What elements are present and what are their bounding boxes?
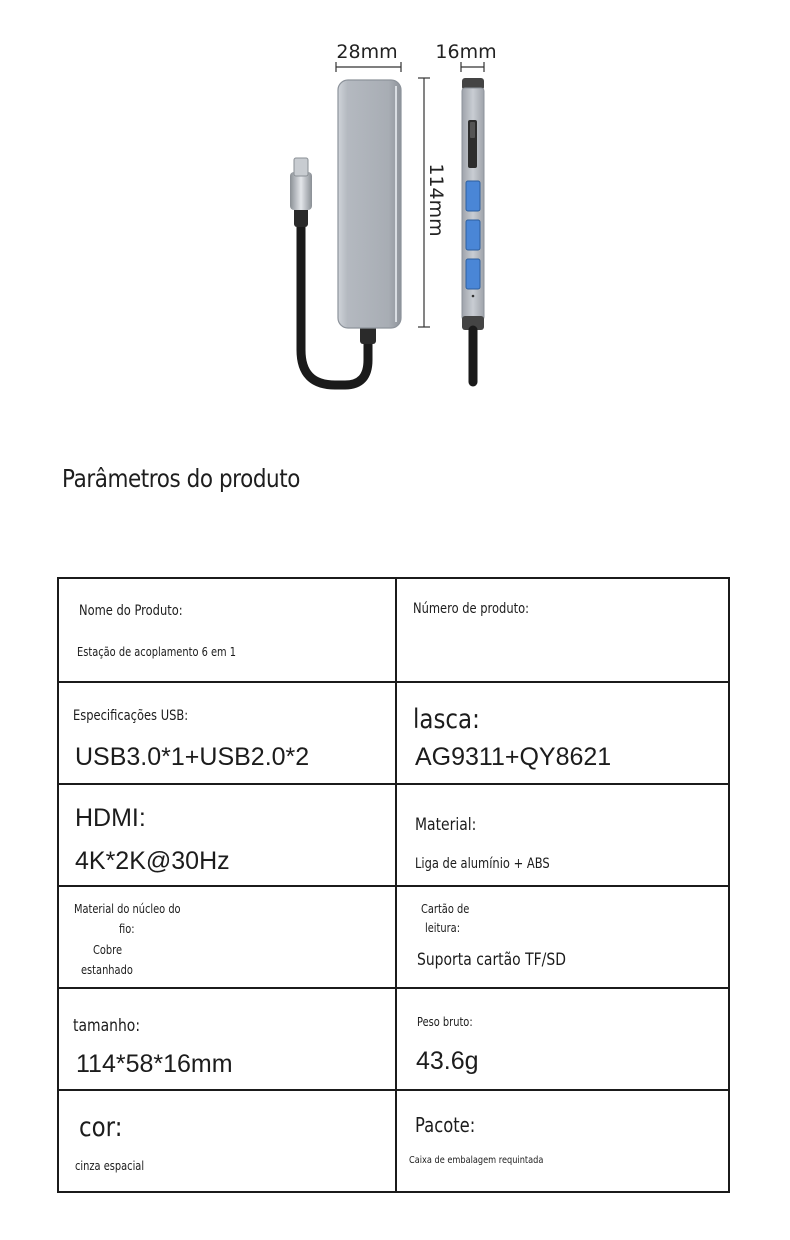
spec-value: Caixa de embalagem requintada	[409, 1155, 544, 1166]
spec-table	[57, 577, 730, 1193]
table-row	[58, 578, 729, 682]
table-row	[58, 988, 729, 1090]
spec-value: Suporta cartão TF/SD	[417, 950, 566, 970]
spec-label: Material:	[415, 815, 477, 835]
spec-value: estanhado	[81, 963, 133, 977]
spec-cell-material	[396, 784, 729, 886]
spec-label: Especificações USB:	[73, 708, 189, 724]
dimension-length-label: 114mm	[425, 163, 447, 237]
spec-label: Material do núcleo do	[74, 902, 181, 916]
spec-value: 43.6g	[416, 1047, 479, 1075]
usb-port-2	[466, 220, 480, 250]
spec-label: cor:	[79, 1112, 123, 1143]
spec-cell-size	[58, 988, 396, 1090]
spec-label: Número de produto:	[413, 601, 529, 617]
spec-label: leitura:	[425, 921, 461, 935]
spec-cell-package	[396, 1090, 729, 1192]
section-title: Parâmetros do produto	[62, 464, 300, 493]
hub-body-side	[462, 78, 484, 382]
table-row	[58, 886, 729, 988]
spec-label: HDMI:	[75, 804, 146, 832]
spec-value: AG9311+QY8621	[415, 743, 612, 771]
spec-cell-product-number	[396, 578, 729, 682]
spec-cell-product-name	[58, 578, 396, 682]
dimension-depth-label: 16mm	[435, 41, 497, 63]
spec-cell-card-reader	[396, 886, 729, 988]
spec-cell-wire-core	[58, 886, 396, 988]
spec-label: fio:	[119, 922, 135, 936]
table-row	[58, 1090, 729, 1192]
dimension-width	[336, 41, 401, 72]
product-illustration	[0, 0, 790, 420]
hub-body-front	[338, 80, 401, 328]
spec-value: 4K*2K@30Hz	[75, 847, 230, 875]
spec-value: cinza espacial	[75, 1159, 145, 1173]
spec-label: Nome do Produto:	[79, 603, 183, 619]
usb-port-1	[466, 181, 480, 211]
spec-value: Estação de acoplamento 6 em 1	[77, 645, 237, 659]
spec-cell-hdmi	[58, 784, 396, 886]
spec-cell-usb	[58, 682, 396, 784]
usb-c-plug	[290, 172, 312, 210]
spec-cell-chip	[396, 682, 729, 784]
spec-cell-color	[58, 1090, 396, 1192]
usb-port-3	[466, 259, 480, 289]
spec-label: Pacote:	[415, 1113, 476, 1137]
table-row	[58, 682, 729, 784]
spec-label: Cartão de	[421, 902, 470, 916]
dimension-length	[418, 78, 447, 327]
spec-label: tamanho:	[73, 1016, 141, 1036]
spec-cell-gross-weight	[396, 988, 729, 1090]
dimension-depth	[435, 41, 496, 72]
spec-value: Liga de alumínio + ABS	[415, 856, 550, 872]
dimension-width-label: 28mm	[336, 41, 398, 63]
spec-label: lasca:	[413, 704, 480, 735]
spec-label: Peso bruto:	[417, 1015, 473, 1029]
spec-value: USB3.0*1+USB2.0*2	[75, 743, 310, 771]
spec-value: Cobre	[93, 943, 123, 957]
table-row	[58, 784, 729, 886]
spec-value: 114*58*16mm	[76, 1050, 233, 1078]
